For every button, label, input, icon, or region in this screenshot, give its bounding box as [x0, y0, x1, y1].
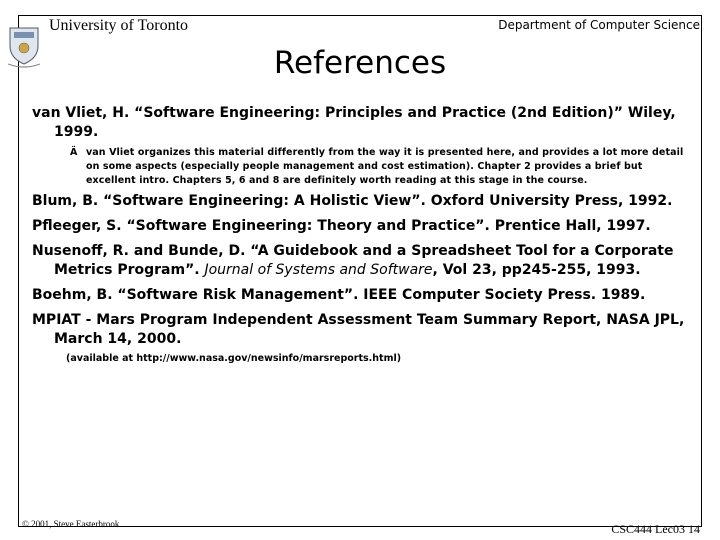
reference-list: [32, 104, 692, 364]
reference-item: [32, 192, 692, 211]
slide-title: References: [273, 45, 447, 81]
reference-text: Pfleeger, S. “Software Engineering: Theory and Practice”. Prentice Hall, 1997.: [32, 218, 651, 234]
slide-number: CSC444 Lec03 14: [611, 522, 700, 536]
reference-text: Blum, B. “Software Engineering: A Holistic View”. Oxford University Press, 1992.: [32, 193, 673, 209]
reference-item: [32, 217, 692, 236]
reference-text: Nusenoff, R. and Bunde, D. “A Guidebook and a Spreadsheet Tool for a Corporate Metrics Program”.: [32, 243, 674, 278]
reference-text: MPIAT - Mars Program Independent Assessment Team Summary Report, NASA JPL, March 14, 2000.: [32, 312, 685, 347]
journal-name: Journal of Systems and Software: [204, 262, 433, 278]
reference-item: [32, 311, 692, 349]
university-name: University of Toronto: [49, 17, 189, 34]
reference-item: [32, 104, 692, 142]
reference-annotation: [70, 146, 692, 188]
reference-text: Boehm, B. “Software Risk Management”. IEEE Computer Society Press. 1989.: [32, 287, 646, 303]
reference-item: [32, 242, 692, 280]
availability-note: (available at http://www.nasa.gov/newsinfo/marsreports.html): [66, 353, 402, 364]
reference-text: , Vol 23, pp245-255, 1993.: [432, 262, 641, 278]
sub-bullet-icon: Ä: [70, 147, 78, 158]
reference-text: van Vliet, H. “Software Engineering: Principles and Practice (2nd Edition)” Wiley, 1999.: [32, 105, 676, 140]
reference-item: [32, 286, 692, 305]
copyright-footer: © 2001, Steve Easterbrook: [22, 519, 120, 529]
department-name: Department of Computer Science: [498, 18, 700, 32]
annotation-text: van Vliet organizes this material differently from the way it is presented here, and provides a lot more detail on some aspects (especially people management and cost estimation). Chapter 2 provides a brief but excellent intro. Chapters 5, 6 and 8 are definitely worth reading at this stage in the course.: [86, 147, 684, 186]
